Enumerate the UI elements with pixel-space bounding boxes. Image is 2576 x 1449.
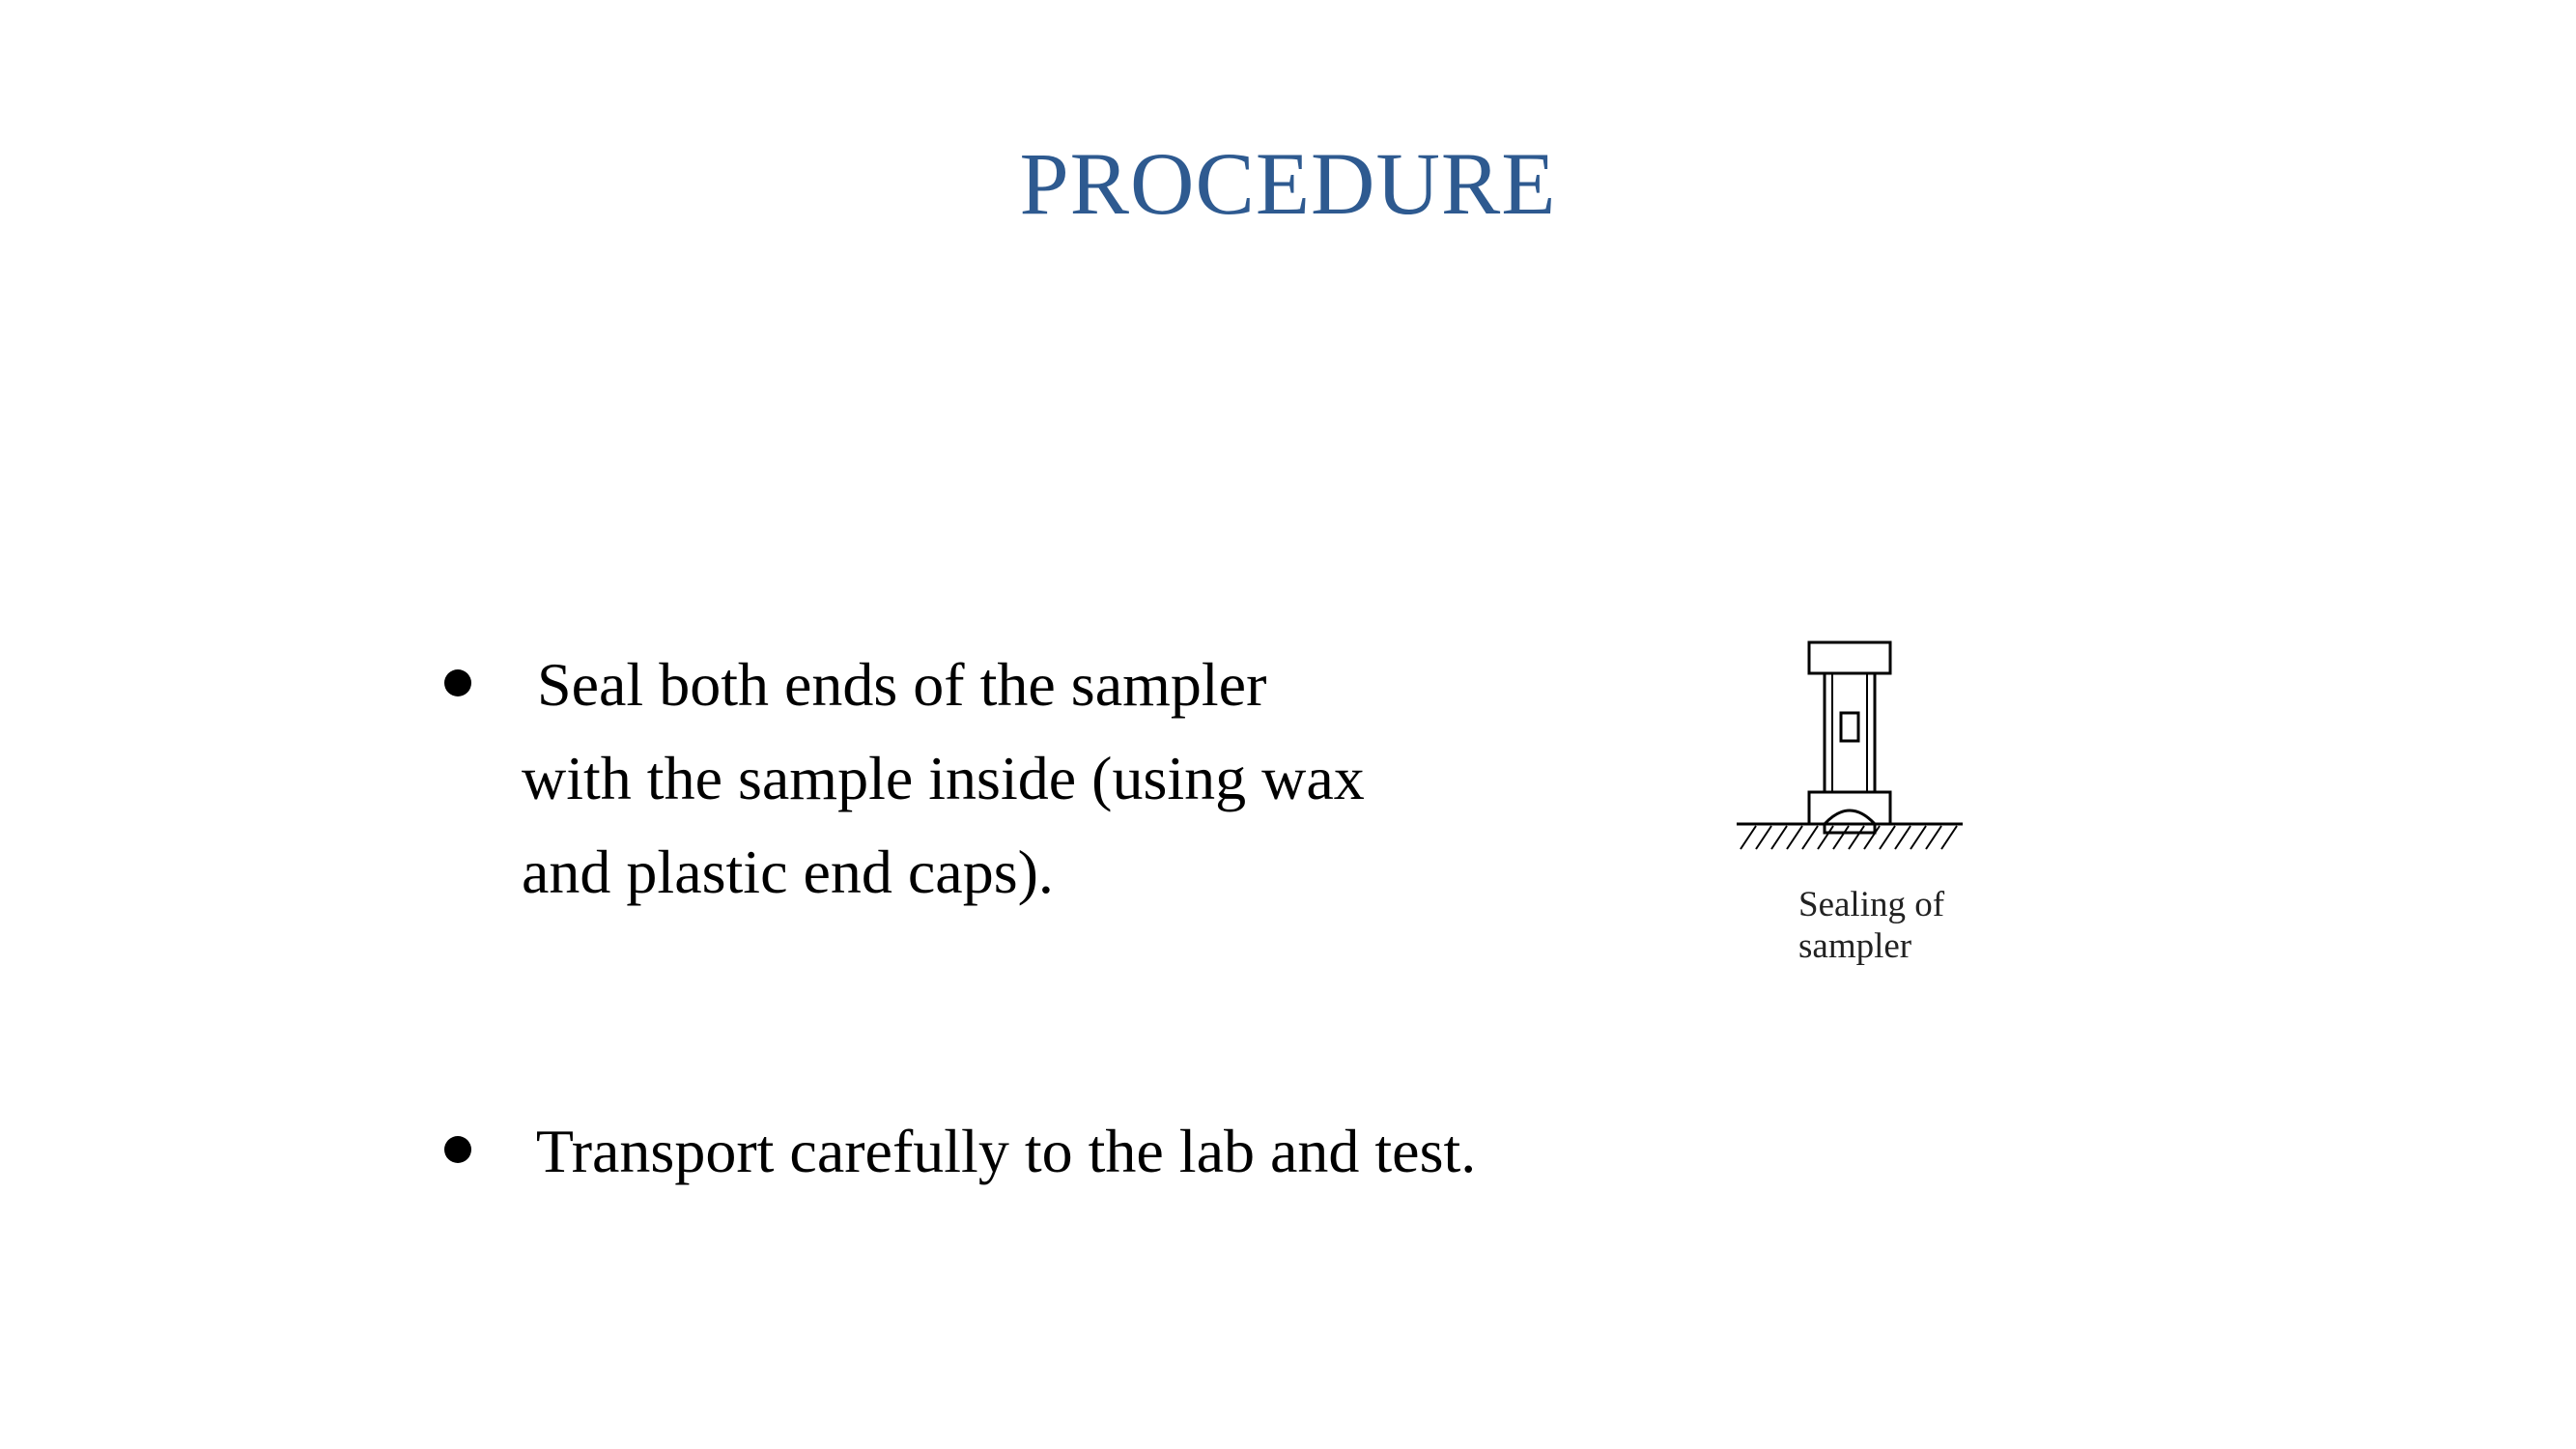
bullet-line: and plastic end caps). xyxy=(522,838,1054,906)
bullet-dot-icon xyxy=(444,1136,471,1163)
bullet-line: Seal both ends of the sampler xyxy=(522,650,1267,719)
bullet-text xyxy=(522,638,1365,919)
sampler-diagram-svg xyxy=(1710,633,1999,865)
slide-title: PROCEDURE xyxy=(1019,134,1557,233)
caption-line: Sealing of xyxy=(1798,885,1945,924)
caption-line: sampler xyxy=(1798,926,1912,966)
bullet-text xyxy=(522,1104,1476,1198)
bullet-dot-icon xyxy=(444,669,471,696)
bullet-line: Transport carefully to the lab and test. xyxy=(522,1117,1477,1185)
bullet-line: with the sample inside (using wax xyxy=(522,744,1365,812)
figure-caption xyxy=(1798,884,1944,967)
